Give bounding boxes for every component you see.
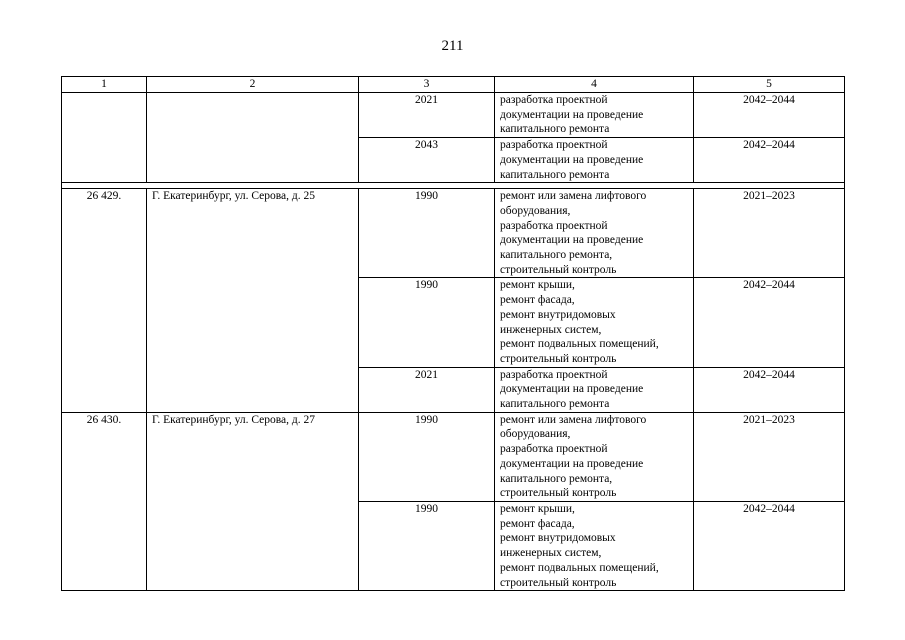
page-number: 211 (441, 38, 464, 54)
repair-schedule-table (61, 76, 845, 591)
entry-address: Г. Екатеринбург, ул. Серова, д. 25 (147, 189, 359, 413)
address-cell-empty (147, 93, 359, 183)
table-row (62, 93, 845, 138)
entry-number: 26 429. (62, 189, 147, 413)
work-cell: разработка проектной документации на проведение капитального ремонта (495, 138, 694, 183)
work-cell: ремонт или замена лифтового оборудования, разработка проектной документации на проведение капитального ремонта, строительный контроль (495, 412, 694, 501)
term-cell: 2042–2044 (694, 278, 845, 367)
term-cell: 2021–2023 (694, 412, 845, 501)
work-cell: разработка проектной документации на проведение капитального ремонта (495, 93, 694, 138)
term-cell: 2042–2044 (694, 367, 845, 412)
work-cell: ремонт крыши, ремонт фасада, ремонт внутридомовых инженерных систем, ремонт подвальных помещений, строительный контроль (495, 501, 694, 590)
year-cell: 2021 (359, 93, 495, 138)
year-cell: 2043 (359, 138, 495, 183)
year-cell: 1990 (359, 412, 495, 501)
term-cell: 2042–2044 (694, 501, 845, 590)
column-header: 4 (495, 77, 694, 93)
entry-number: 26 430. (62, 412, 147, 590)
year-cell: 1990 (359, 278, 495, 367)
entry-address: Г. Екатеринбург, ул. Серова, д. 27 (147, 412, 359, 590)
term-cell: 2042–2044 (694, 93, 845, 138)
column-header: 1 (62, 77, 147, 93)
table-header-row (62, 77, 845, 93)
column-header: 3 (359, 77, 495, 93)
year-cell: 2021 (359, 367, 495, 412)
num-cell-empty (62, 93, 147, 183)
term-cell: 2021–2023 (694, 189, 845, 278)
year-cell: 1990 (359, 501, 495, 590)
work-cell: ремонт крыши, ремонт фасада, ремонт внутридомовых инженерных систем, ремонт подвальных помещений, строительный контроль (495, 278, 694, 367)
year-cell: 1990 (359, 189, 495, 278)
term-cell: 2042–2044 (694, 138, 845, 183)
table-row (62, 412, 845, 501)
column-header: 5 (694, 77, 845, 93)
table-row (62, 189, 845, 278)
work-cell: ремонт или замена лифтового оборудования, разработка проектной документации на проведение капитального ремонта, строительный контроль (495, 189, 694, 278)
column-header: 2 (147, 77, 359, 93)
work-cell: разработка проектной документации на проведение капитального ремонта (495, 367, 694, 412)
